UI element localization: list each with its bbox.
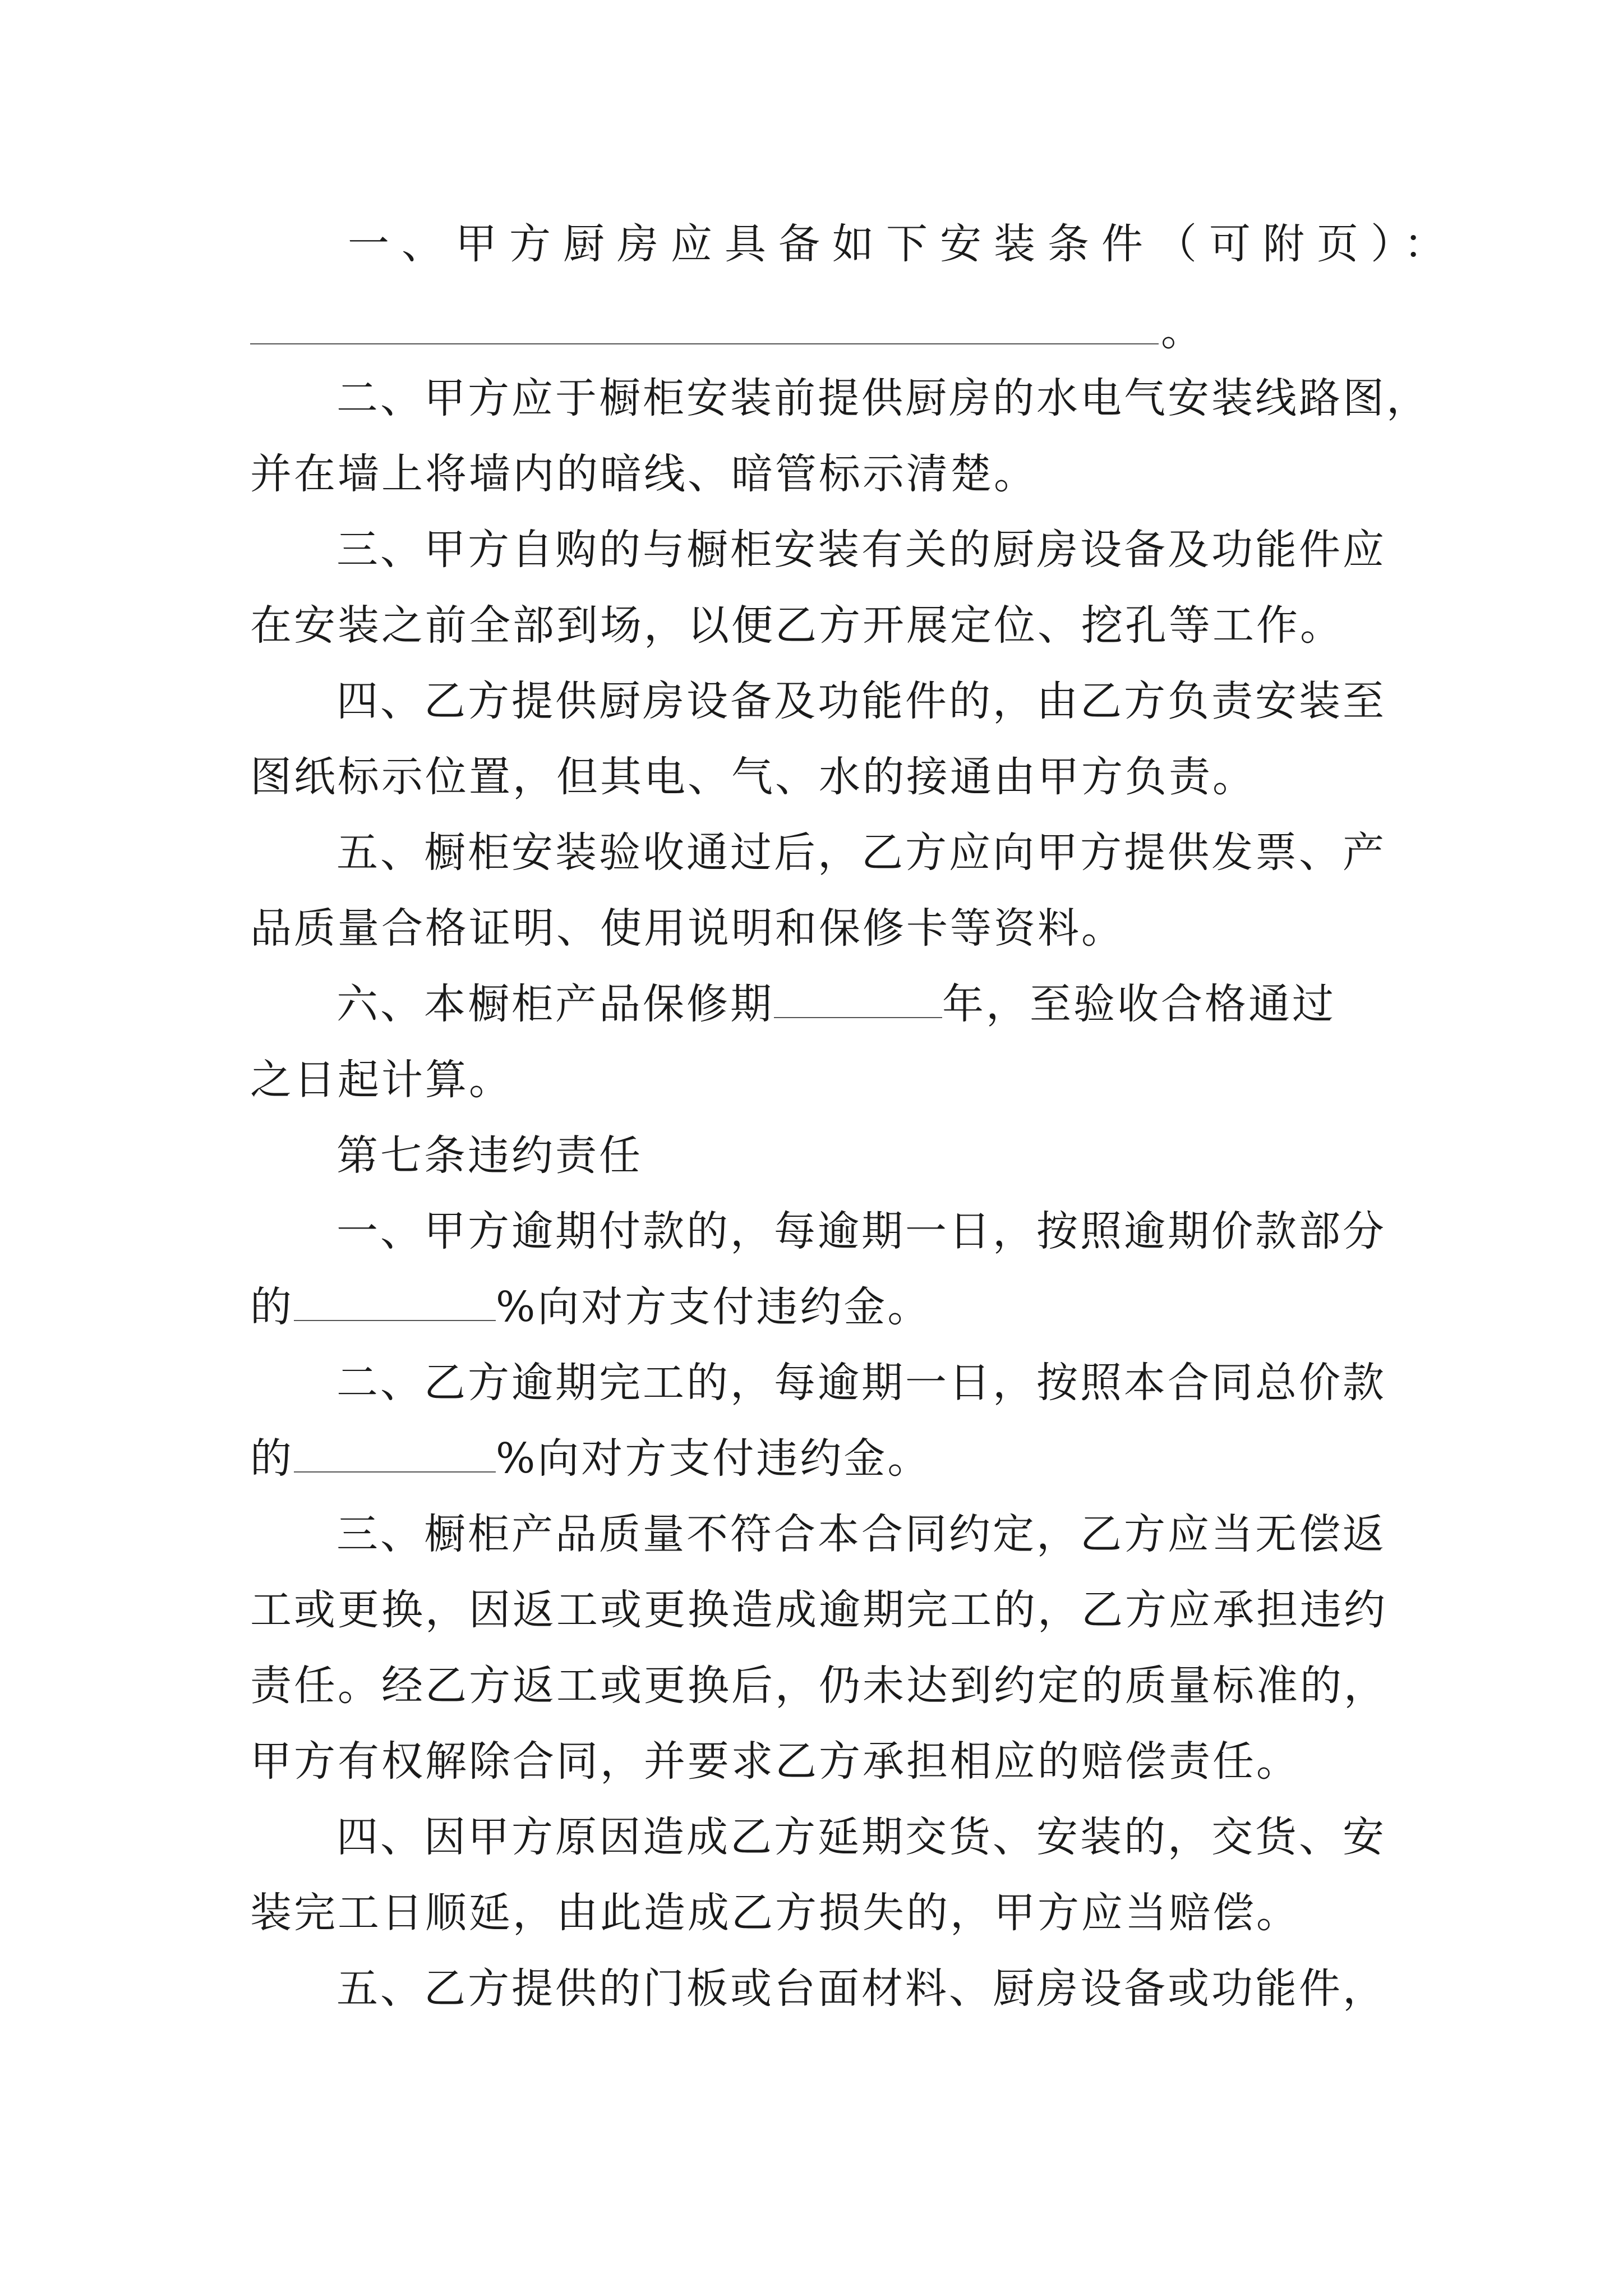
breach-4-line-2: 装完工日顺延，由此造成乙方损失的，甲方应当赔偿。 [250,1889,1300,1937]
clause-6-text-after-blank: 年，至验收合格通过 [942,980,1336,1028]
clause-4-line-1: 四、乙方提供厨房设备及功能件的，由乙方负责安装至 [336,677,1386,725]
breach-2-prefix: 的 [250,1434,294,1483]
clause-5-line-1: 五、橱柜安装验收通过后，乙方应向甲方提供发票、产 [336,829,1386,877]
late-completion-rate-blank[interactable] [294,1432,496,1473]
clause-2-line-2: 并在墙上将墙内的暗线、暗管标示清楚。 [250,450,1038,498]
clause-4-line-2: 图纸标示位置，但其电、气、水的接通由甲方负责。 [250,753,1256,801]
article-7-heading: 第七条违约责任 [336,1131,643,1180]
breach-1-line-2 [250,1279,931,1335]
breach-2-suffix: %向对方支付违约金。 [496,1434,932,1483]
breach-3-line-2: 工或更换，因返工或更换造成逾期完工的，乙方应承担违约 [250,1586,1387,1634]
breach-3-line-4: 甲方有权解除合同，并要求乙方承担相应的赔偿责任。 [250,1737,1300,1786]
clause-6-line-1 [336,976,1336,1032]
clause-1-line-1: 一、甲方厨房应具备如下安装条件（可附页）： [348,220,1458,268]
breach-3-line-3: 责任。经乙方返工或更换后，仍未达到约定的质量标准的， [250,1662,1387,1710]
clause-3-line-2: 在安装之前全部到场，以便乙方开展定位、挖孔等工作。 [250,601,1344,650]
clause-6-line-2: 之日起计算。 [250,1056,513,1104]
clause-2-line-1: 二、甲方应于橱柜安装前提供厨房的水电气安装线路图， [336,374,1430,422]
breach-3-line-1: 三、橱柜产品质量不符合本合同约定，乙方应当无偿返 [336,1510,1386,1558]
breach-1-prefix: 的 [250,1283,294,1331]
warranty-period-blank[interactable] [774,978,942,1018]
breach-4-line-1: 四、因甲方原因造成乙方延期交货、安装的，交货、安 [336,1813,1386,1861]
breach-1-suffix: %向对方支付违约金。 [496,1283,932,1331]
breach-2-line-2 [250,1430,931,1487]
clause-6-text-before-blank: 六、本橱柜产品保修期 [336,980,774,1028]
clause-5-line-2: 品质量合格证明、使用说明和保修卡等资料。 [250,904,1125,953]
fill-in-blank-conditions[interactable] [250,342,1159,344]
breach-2-line-1: 二、乙方逾期完工的，每逾期一日，按照本合同总价款 [336,1359,1386,1407]
clause-3-line-1: 三、甲方自购的与橱柜安装有关的厨房设备及功能件应 [336,526,1386,574]
breach-1-line-1: 一、甲方逾期付款的，每逾期一日，按照逾期价款部分 [336,1207,1386,1255]
breach-5-line-1: 五、乙方提供的门板或台面材料、厨房设备或功能件， [336,1964,1386,2013]
clause-1-line-2-end: 。 [1161,307,1205,355]
late-payment-rate-blank[interactable] [294,1281,496,1321]
